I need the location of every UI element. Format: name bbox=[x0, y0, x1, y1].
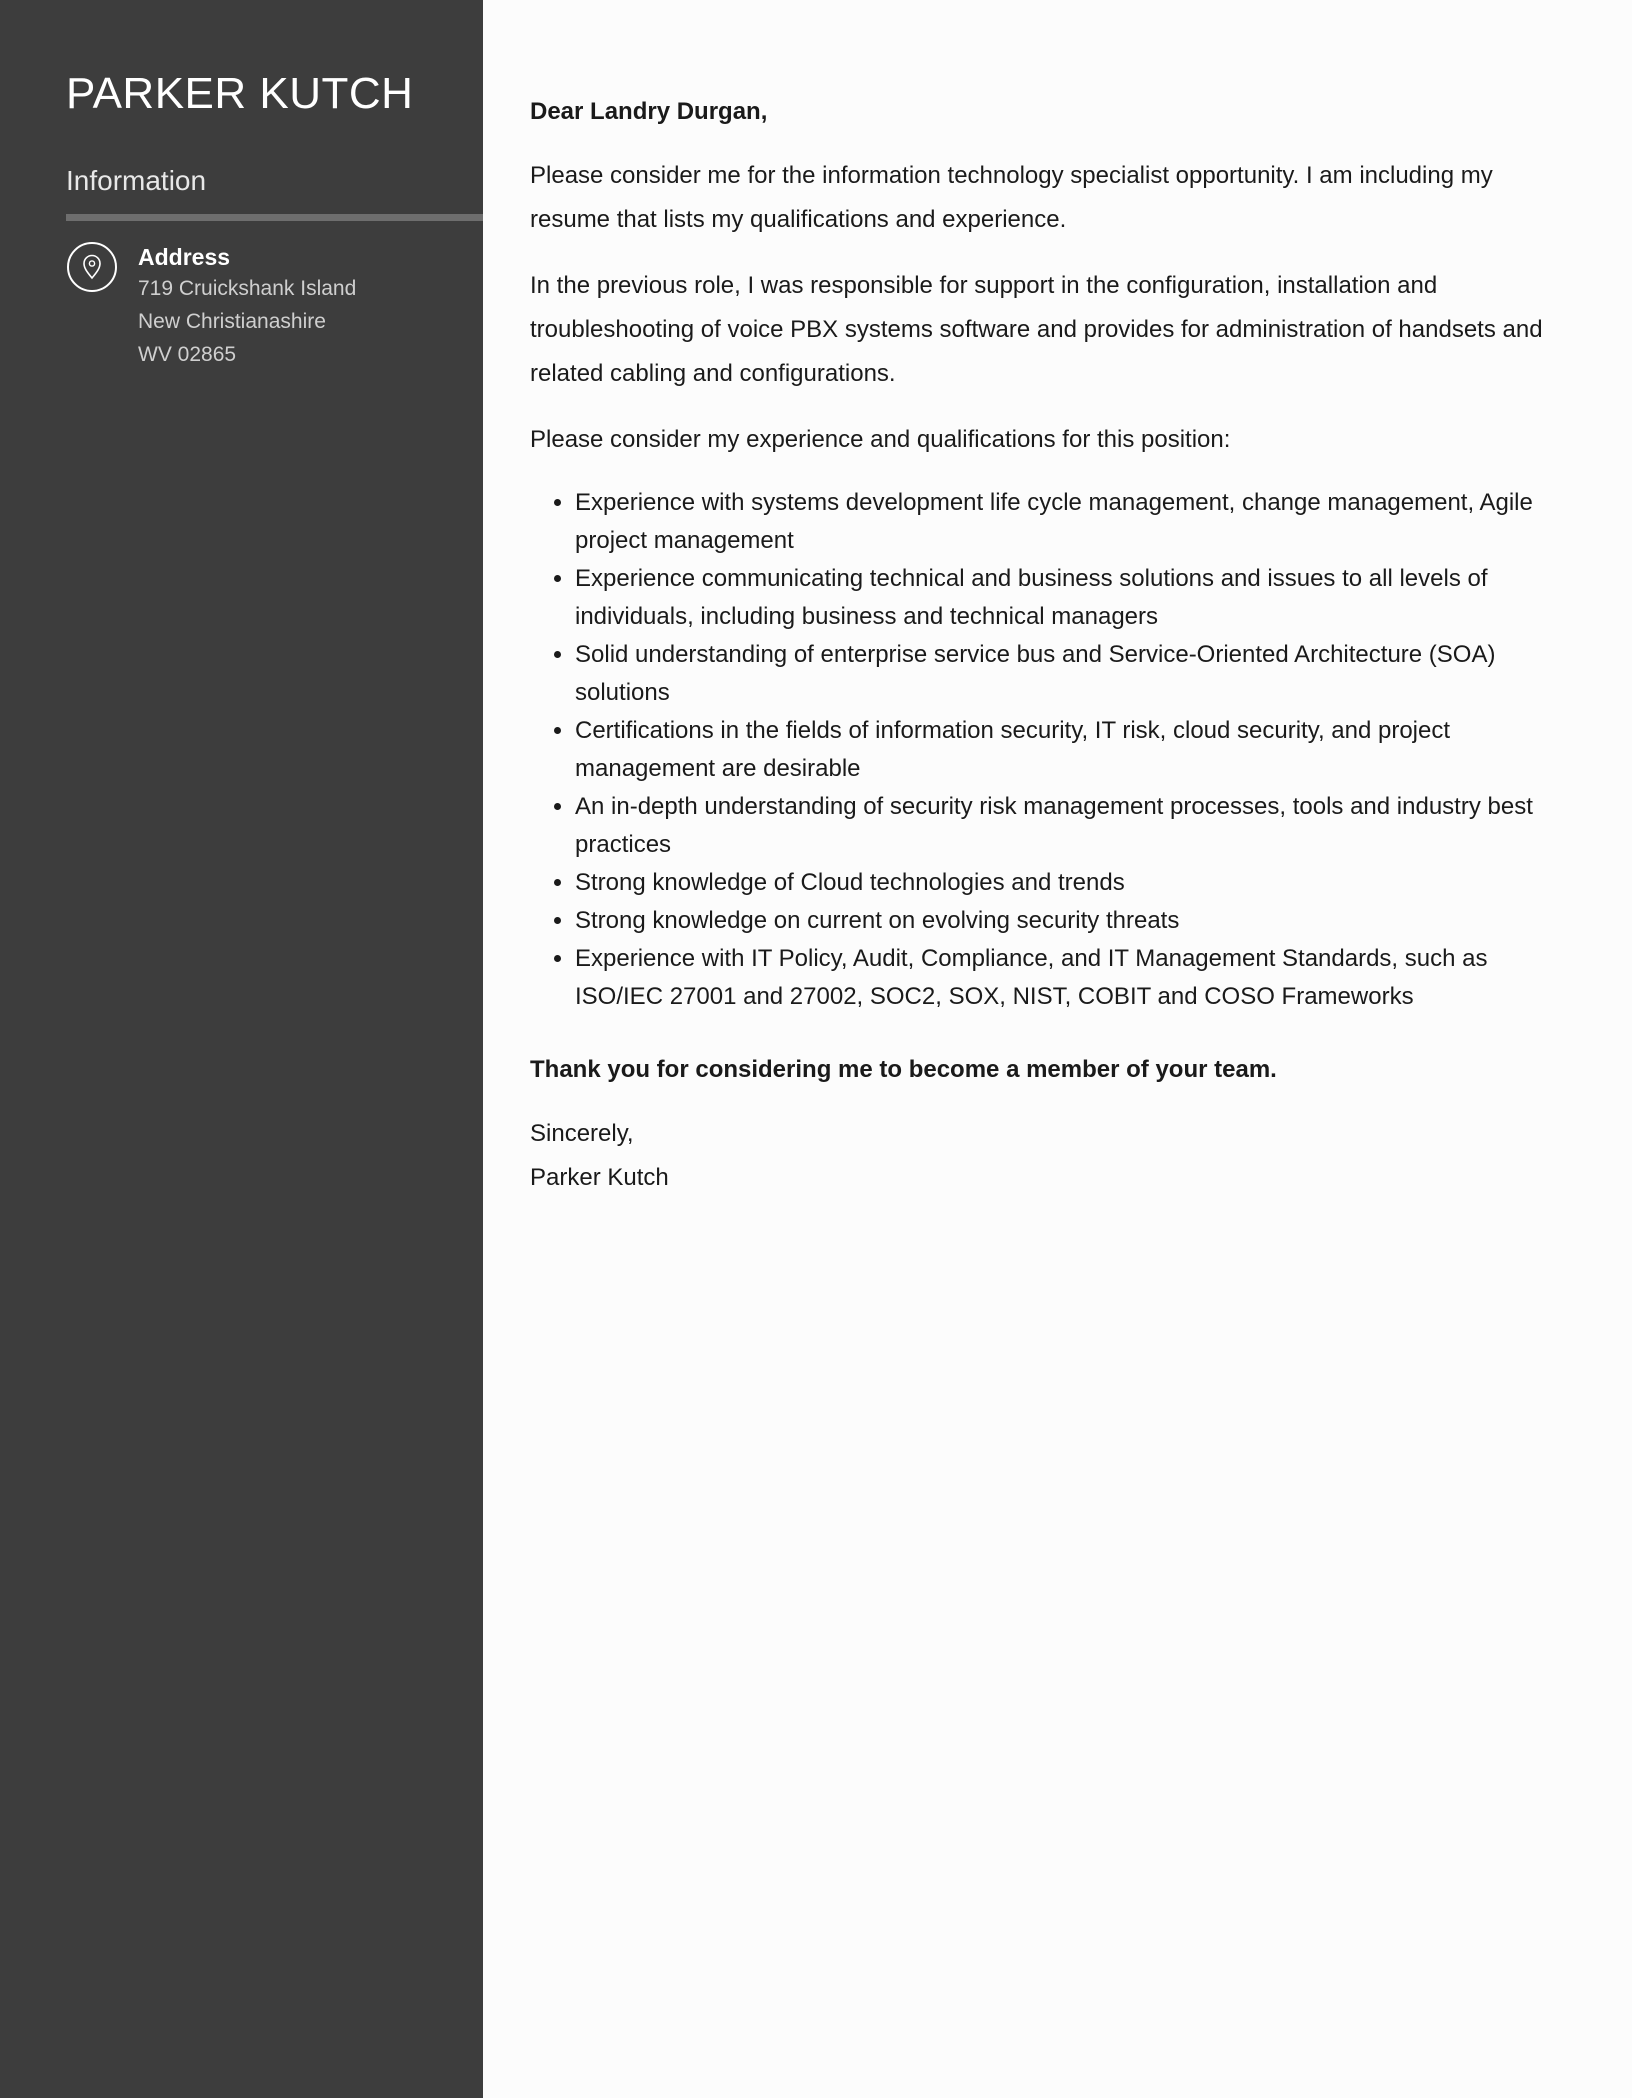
contact-address bbox=[66, 241, 483, 371]
section-divider bbox=[66, 214, 483, 221]
address-line: 719 Cruickshank Island bbox=[138, 276, 357, 300]
qualifications-list bbox=[530, 484, 1572, 1016]
list-item: • An in-depth understanding of security risk management processes, tools and industry best practices bbox=[575, 788, 1572, 864]
signoff: Sincerely, bbox=[530, 1120, 634, 1147]
list-item: • Strong knowledge of Cloud technologies and trends bbox=[575, 864, 1572, 902]
closing-line: Thank you for considering me to become a member of your team. bbox=[530, 1056, 1277, 1083]
list-item: • Experience with systems development life cycle management, change management, Agile project management bbox=[575, 484, 1572, 560]
address-line: New Christianashire bbox=[138, 309, 326, 333]
letter-body bbox=[483, 0, 1632, 2098]
sidebar bbox=[0, 0, 483, 2098]
address-line: WV 02865 bbox=[138, 342, 237, 366]
paragraph: In the previous role, I was responsible for support in the configuration, installation and troubleshooting of voice PBX systems software and provides for administration of handsets and related cabling and configurations. bbox=[530, 272, 1543, 387]
applicant-name: PARKER KUTCH bbox=[66, 69, 414, 118]
paragraph: Please consider my experience and qualifications for this position: bbox=[530, 426, 1231, 453]
list-item: • Experience with IT Policy, Audit, Compliance, and IT Management Standards, such as ISO/IEC 27001 and 27002, SOC2, SOX, NIST, COBIT and COSO Frameworks bbox=[575, 940, 1572, 1016]
address-block bbox=[138, 241, 356, 371]
list-item: • Certifications in the fields of information security, IT risk, cloud security, and project management are desirable bbox=[575, 712, 1572, 788]
list-item: • Experience communicating technical and business solutions and issues to all levels of individuals, including business and technical managers bbox=[575, 560, 1572, 636]
list-item: • Solid understanding of enterprise service bus and Service-Oriented Architecture (SOA) solutions bbox=[575, 636, 1572, 712]
greeting: Dear Landry Durgan, bbox=[530, 98, 768, 125]
signature: Parker Kutch bbox=[530, 1164, 669, 1191]
paragraph: Please consider me for the information technology specialist opportunity. I am including my resume that lists my qualifications and experience. bbox=[530, 162, 1493, 233]
section-title-information: Information bbox=[66, 165, 207, 197]
address-label: Address bbox=[138, 243, 231, 270]
map-pin-icon bbox=[66, 241, 118, 293]
list-item: • Strong knowledge on current on evolving security threats bbox=[575, 902, 1572, 940]
